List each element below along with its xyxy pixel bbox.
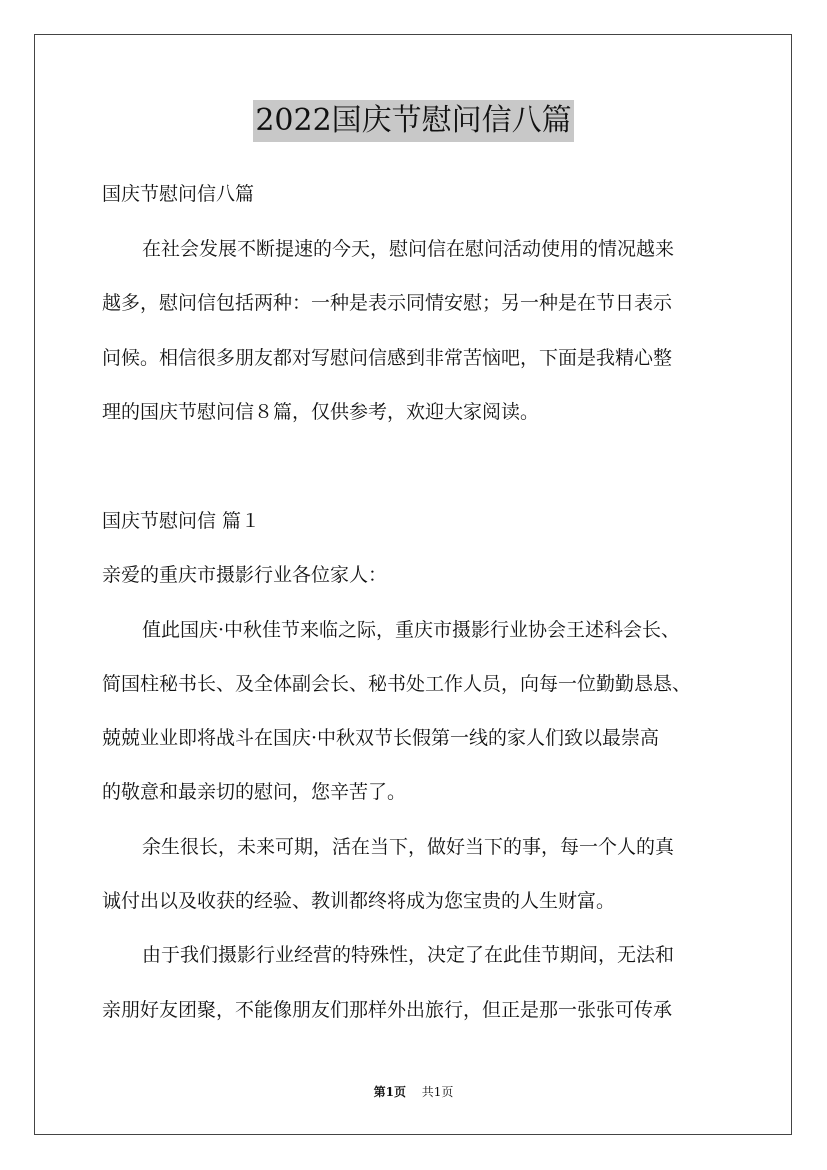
salutation: 亲爱的重庆市摄影行业各位家人： xyxy=(102,564,388,586)
paragraph-line: 值此国庆·中秋佳节来临之际，重庆市摄影行业协会王述科会长、 xyxy=(142,619,681,641)
paragraph-line: 诚付出以及收获的经验、教训都终将成为您宝贵的人生财富。 xyxy=(102,890,616,912)
paragraph-line: 的敬意和最亲切的慰问，您辛苦了。 xyxy=(102,781,407,803)
paragraph-line: 由于我们摄影行业经营的特殊性，决定了在此佳节期间，无法和 xyxy=(142,944,675,966)
paragraph-line: 问候。相信很多朋友都对写慰问信感到非常苦恼吧，下面是我精心整 xyxy=(102,347,673,369)
paragraph-line: 亲朋好友团聚，不能像朋友们那样外出旅行，但正是那一张张可传承 xyxy=(102,999,673,1021)
section-heading: 国庆节慰问信八篇 xyxy=(102,183,255,205)
page-total: 共1页 xyxy=(421,1085,454,1099)
page-footer xyxy=(0,1083,827,1100)
paragraph-line: 在社会发展不断提速的今天，慰问信在慰问活动使用的情况越来 xyxy=(142,238,675,260)
page-number: 第1页 xyxy=(373,1085,407,1099)
paragraph-line: 余生很长，未来可期，活在当下，做好当下的事，每一个人的真 xyxy=(142,836,675,858)
paragraph-line: 兢兢业业即将战斗在国庆·中秋双节长假第一线的家人们致以最崇高 xyxy=(102,727,660,749)
letter-heading: 国庆节慰问信 篇１ xyxy=(102,510,261,532)
paragraph-line: 理的国庆节慰问信８篇，仅供参考，欢迎大家阅读。 xyxy=(102,401,540,423)
document-title: 2022国庆节慰问信八篇 xyxy=(253,100,573,142)
title-container xyxy=(0,100,827,142)
paragraph-line: 越多，慰问信包括两种：一种是表示同情安慰；另一种是在节日表示 xyxy=(102,292,673,314)
paragraph-line: 简国柱秘书长、及全体副会长、秘书处工作人员，向每一位勤勤恳恳、 xyxy=(102,673,692,695)
